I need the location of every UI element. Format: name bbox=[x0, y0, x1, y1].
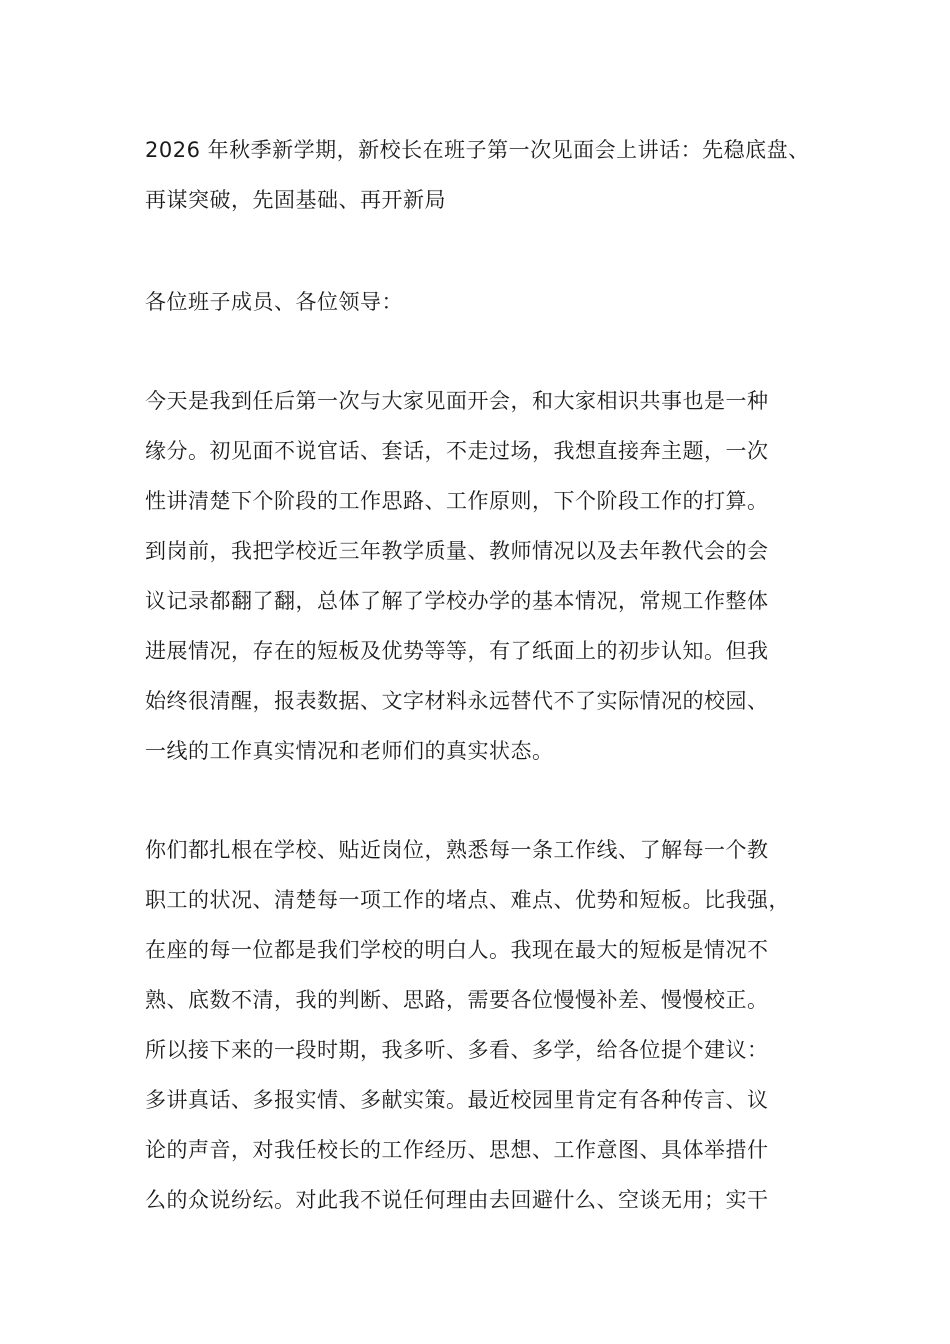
paragraph-2-line-2: 职工的状况、清楚每一项工作的堵点、难点、优势和短板。比我强， bbox=[145, 888, 790, 912]
document-title-line-1: 2026 年秋季新学期，新校长在班子第一次见面会上讲话：先稳底盘、 bbox=[145, 138, 810, 162]
paragraph-2-line-4: 熟、底数不清，我的判断、思路，需要各位慢慢补差、慢慢校正。 bbox=[145, 988, 769, 1012]
paragraph-1-line-3: 性讲清楚下个阶段的工作思路、工作原则，下个阶段工作的打算。 bbox=[145, 489, 769, 513]
paragraph-1-line-7: 始终很清醒，报表数据、文字材料永远替代不了实际情况的校园、 bbox=[145, 689, 769, 713]
paragraph-2-line-5: 所以接下来的一段时期，我多听、多看、多学，给各位提个建议： bbox=[145, 1038, 769, 1062]
paragraph-1-line-4: 到岗前，我把学校近三年教学质量、教师情况以及去年教代会的会 bbox=[145, 539, 769, 563]
salutation: 各位班子成员、各位领导： bbox=[145, 290, 403, 314]
paragraph-2-line-1: 你们都扎根在学校、贴近岗位，熟悉每一条工作线、了解每一个教 bbox=[145, 838, 769, 862]
paragraph-1-line-1: 今天是我到任后第一次与大家见面开会，和大家相识共事也是一种 bbox=[145, 389, 769, 413]
paragraph-1-line-5: 议记录都翻了翻，总体了解了学校办学的基本情况，常规工作整体 bbox=[145, 589, 769, 613]
paragraph-1-line-8: 一线的工作真实情况和老师们的真实状态。 bbox=[145, 739, 554, 763]
paragraph-2-line-6: 多讲真话、多报实情、多献实策。最近校园里肯定有各种传言、议 bbox=[145, 1088, 769, 1112]
paragraph-1-line-2: 缘分。初见面不说官话、套话，不走过场，我想直接奔主题，一次 bbox=[145, 439, 769, 463]
paragraph-2-line-8: 么的众说纷纭。对此我不说任何理由去回避什么、空谈无用；实干 bbox=[145, 1188, 769, 1212]
paragraph-2-line-3: 在座的每一位都是我们学校的明白人。我现在最大的短板是情况不 bbox=[145, 938, 769, 962]
paragraph-2-line-7: 论的声音，对我任校长的工作经历、思想、工作意图、具体举措什 bbox=[145, 1138, 769, 1162]
document-title-line-2: 再谋突破，先固基础、再开新局 bbox=[145, 188, 446, 212]
paragraph-1-line-6: 进展情况，存在的短板及优势等等，有了纸面上的初步认知。但我 bbox=[145, 639, 769, 663]
